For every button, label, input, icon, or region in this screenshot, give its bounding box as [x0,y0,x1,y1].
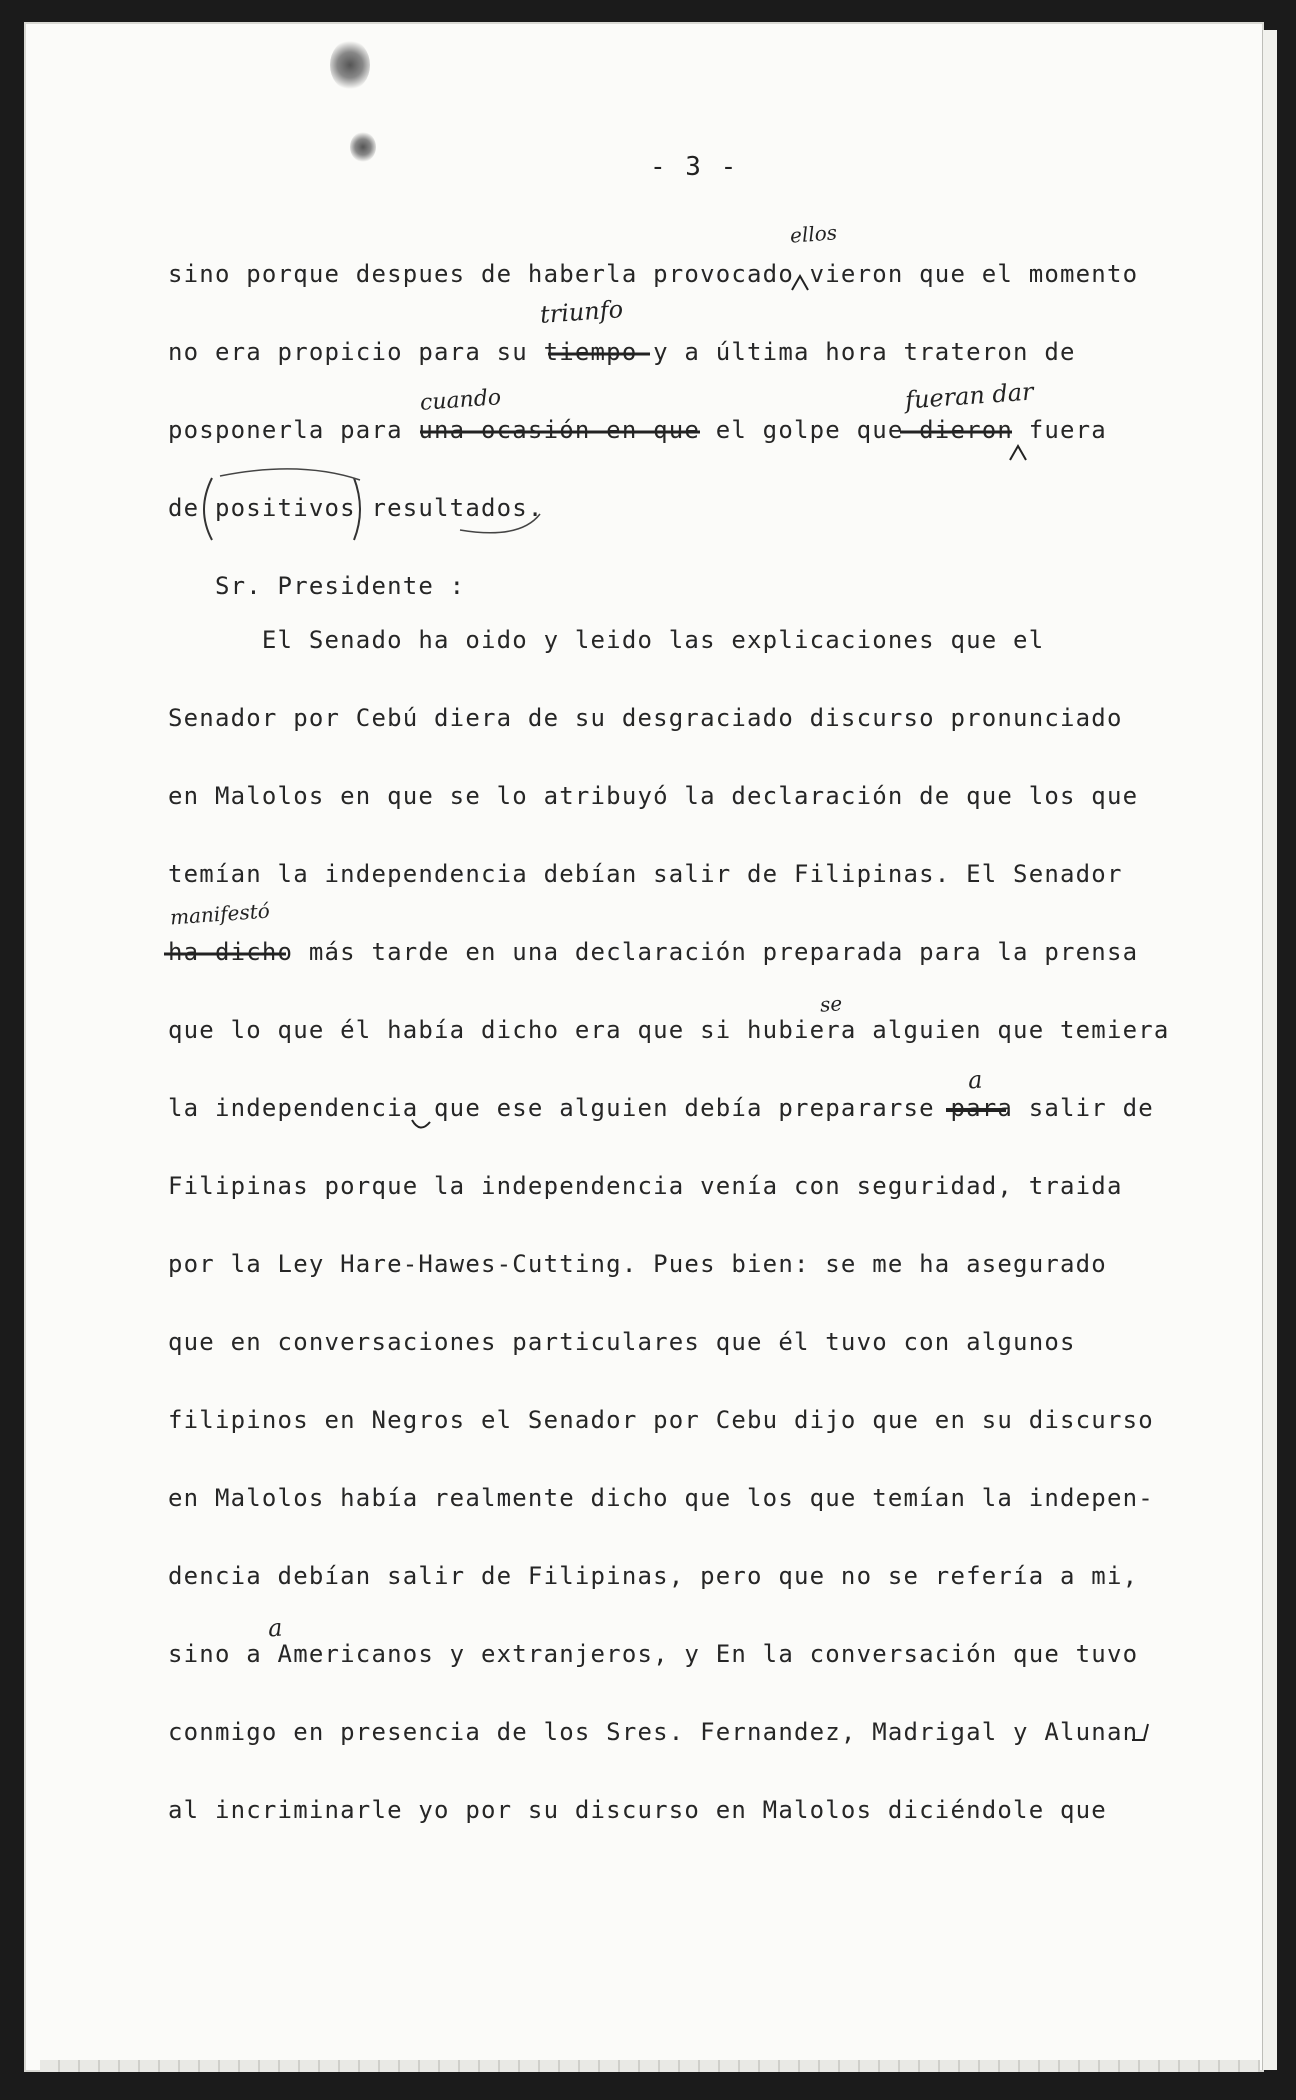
page-edge [1262,30,1277,2070]
handwritten-note: fueran dar [904,377,1035,415]
typed-line: filipinos en Negros el Senador por Cebu dijo que en su discurso [168,1406,1154,1434]
page-bottom-edge [40,2060,1260,2072]
typed-line: ha dicho más tarde en una declaración preparada para la prensa [168,938,1139,966]
document-page [24,22,1264,2072]
handwritten-note: se [819,991,843,1017]
typed-line: en Malolos en que se lo atribuyó la declaración de que los que [168,782,1139,810]
page-number: - 3 - [650,152,739,182]
typed-line: conmigo en presencia de los Sres. Fernandez, Madrigal y Alunan [168,1718,1139,1746]
handwritten-note: cuando [419,385,502,416]
handwritten-note: a [267,1613,284,1643]
typed-line: temían la independencia debían salir de Filipinas. El Senador [168,860,1123,888]
typed-line: Sr. Presidente : [168,572,466,600]
typed-line: la independencia que ese alguien debía prepararse para salir de [168,1094,1154,1122]
typed-line: al incriminarle yo por su discurso en Malolos diciéndole que [168,1796,1107,1824]
handwritten-note: ellos [789,220,838,248]
handwritten-note: triunfo [539,295,624,329]
typed-line: que en conversaciones particulares que él tuvo con algunos [168,1328,1076,1356]
typed-line: Senador por Cebú diera de su desgraciado discurso pronunciado [168,704,1123,732]
handwritten-note: a [967,1065,984,1095]
typed-line: por la Ley Hare-Hawes-Cutting. Pues bien: se me ha asegurado [168,1250,1107,1278]
handwritten-note: manifestó [169,898,271,930]
typed-line: El Senado ha oido y leido las explicaciones que el [168,626,1045,654]
typed-line: sino a Americanos y extranjeros, y En la conversación que tuvo [168,1640,1139,1668]
typed-line: dencia debían salir de Filipinas, pero que no se refería a mi, [168,1562,1139,1590]
typed-line: que lo que él había dicho era que si hubiera alguien que temiera [168,1016,1170,1044]
ink-smudge [350,132,376,162]
typed-line: en Malolos había realmente dicho que los que temían la indepen- [168,1484,1154,1512]
typed-line: sino porque despues de haberla provocado vieron que el momento [168,260,1139,288]
typed-line: de positivos resultados. [168,494,544,522]
ink-smudge [330,40,370,90]
typed-line: no era propicio para su tiempo y a última hora trateron de [168,338,1076,366]
typed-line: Filipinas porque la independencia venía con seguridad, traida [168,1172,1123,1200]
typed-line: posponerla para una ocasión en que el golpe que dieron fuera [168,416,1107,444]
